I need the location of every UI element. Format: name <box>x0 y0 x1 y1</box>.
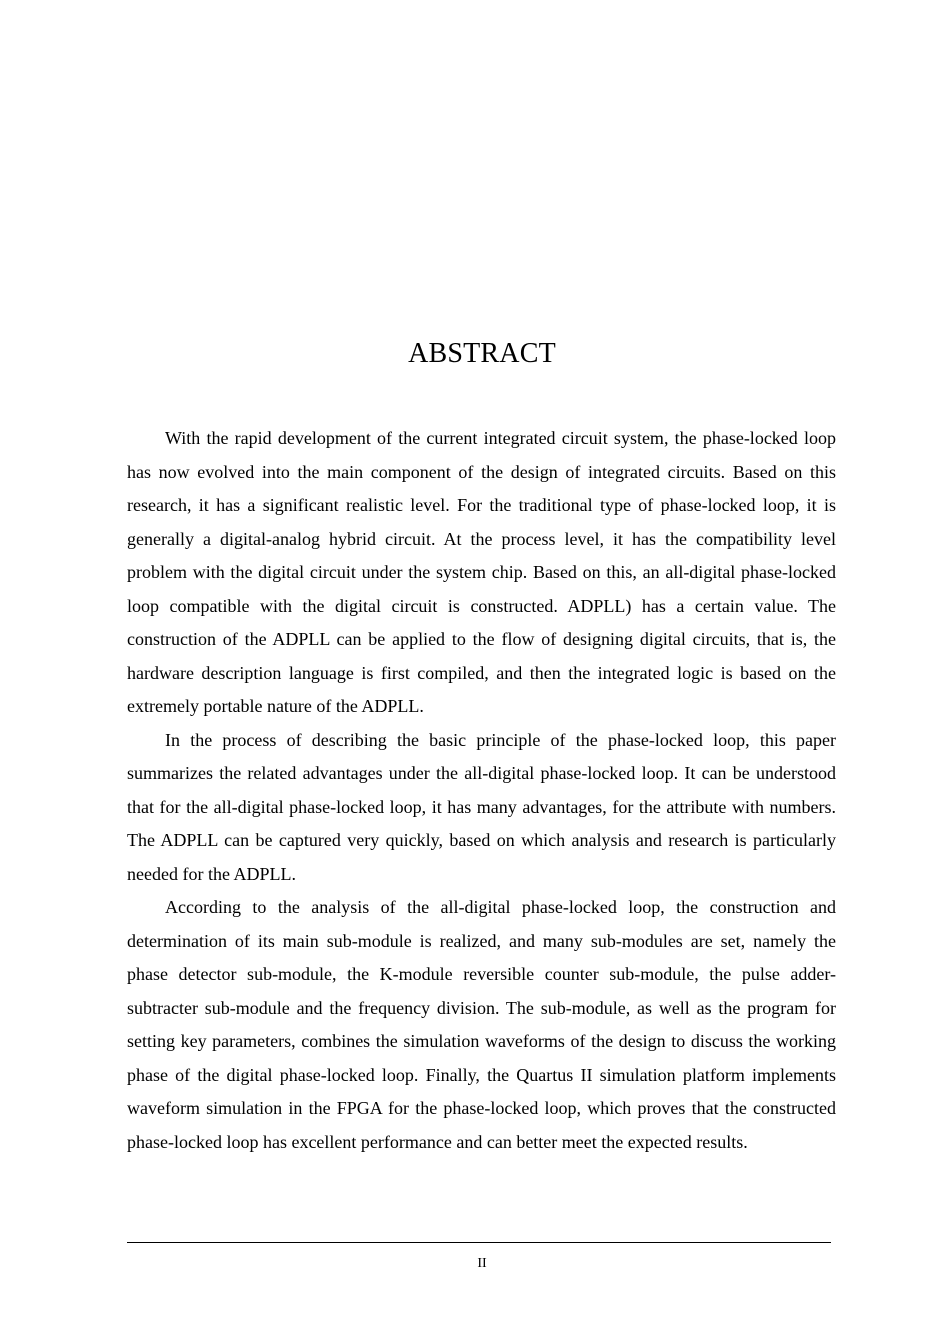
abstract-paragraph-2: In the process of describing the basic principle of the phase-locked loop, this paper summarizes the related advantages under the all-digital phase-locked loop. It can be understood that for the all-digital phase-locked loop, it has many advantages, for the attribute with numbers. The ADPLL can be captured very quickly, based on which analysis and research is particularly needed for the ADPLL. <box>127 729 836 884</box>
abstract-paragraph-1: With the rapid development of the current integrated circuit system, the phase-locked loop has now evolved into the main component of the design of integrated circuits. Based on this research, it has a significant realistic level. For the traditional type of phase-locked loop, it is generally a digital-analog hybrid circuit. At the process level, it has the compatibility level problem with the digital circuit under the system chip. Based on this, an all-digital phase-locked loop compatible with the digital circuit is constructed. ADPLL) has a certain value. The construction of the ADPLL can be applied to the flow of designing digital circuits, that is, the hardware description language is first compiled, and then the integrated logic is based on the extremely portable nature of the ADPLL. <box>127 428 836 716</box>
page-number: II <box>477 1256 487 1271</box>
abstract-paragraph-3: According to the analysis of the all-digital phase-locked loop, the construction and determination of its main sub-module is realized, and many sub-modules are set, namely the phase detector sub-module, the K-module reversible counter sub-module, the pulse adder-subtracter sub-module and the frequency division. The sub-module, as well as the program for setting key parameters, combines the simulation waveforms of the design to discuss the working phase of the digital phase-locked loop. Finally, the Quartus II simulation platform implements waveform simulation in the FPGA for the phase-locked loop, which proves that the constructed phase-locked loop has excellent performance and can better meet the expected results. <box>127 897 836 1152</box>
page-title: ABSTRACT <box>408 338 556 369</box>
footer-divider <box>127 1242 831 1243</box>
abstract-body <box>127 422 836 1159</box>
